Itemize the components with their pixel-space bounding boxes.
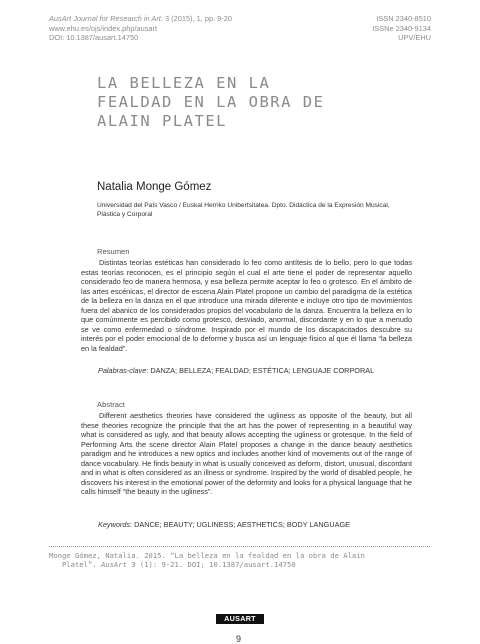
citation-line-1: Monge Gómez, Natalia. 2015. “La belleza en la fealdad en la obra de Alain (49, 551, 365, 560)
title-line: FEALDAD EN LA OBRA DE (97, 93, 325, 111)
keywords-list: : DANCE; BEAUTY; UGLINESS; AESTHETICS; BODY LANGUAGE (130, 520, 351, 529)
article-title (97, 74, 397, 131)
title-line: ALAIN PLATEL (97, 112, 227, 130)
citation-line-2a: Platel”. (49, 560, 101, 570)
abstract-text: Different aesthetics theories have considered the ugliness as opposite of the beauty, but all these theories recognize the principle that the art has the power of representing in a beautiful way what is considered as ugly, and that beauty allows accepting the ugliness or grotesque. In the field of Performing Arts the scene director Alain Platel proposes a change in the dance beauty aesthetics paradigm and he introduces a new optics and includes another kind of movements out of the range of dance vocabulary. He finds beauty in what is usually conceived as deform, distort, unusual, discordant and in what is often considered as an illness or syndrome. Inspired by the world of disabled people, he discovers his interest in the emotional power of the deformity and looks for a physical language that he calls himself “the beauty in the ugliness”. (81, 411, 412, 497)
title-line: LA BELLEZA EN LA (97, 74, 271, 92)
journal-issue: . 3 (2015), 1, pp. 9-20 (160, 14, 232, 23)
citation-line-2b: 3 (1): 9-21. DOI; 10.1387/ausart.14750 (126, 560, 296, 570)
citation-journal: AusArt (100, 560, 127, 570)
header-left (49, 14, 232, 43)
keywords-label: Keywords (98, 520, 131, 529)
keywords-list: : DANZA; BELLEZA; FEALDAD; ESTÉTICA; LENGUAJE CORPORAL (146, 366, 375, 375)
citation-divider (49, 546, 430, 547)
resumen-keywords (98, 366, 418, 375)
ausart-logo: AUSART (216, 614, 264, 624)
abstract-keywords (98, 520, 418, 529)
keywords-label: Palabras-clave (98, 366, 147, 375)
journal-doi: DOI: 10.1387/ausart.14750 (49, 33, 139, 43)
issn: ISSN 2340-8510 (376, 14, 431, 23)
citation (49, 551, 439, 570)
resumen-heading: Resumen (97, 247, 130, 256)
publisher: UPV/EHU (398, 33, 431, 43)
page-number: 9 (236, 634, 242, 644)
abstract-heading: Abstract (97, 400, 125, 409)
issne: ISSNe 2340-9134 (372, 23, 431, 33)
journal-url[interactable]: www.ehu.es/ojs/index.php/ausart (49, 23, 158, 33)
header-right (372, 14, 431, 43)
journal-reference (49, 14, 232, 24)
journal-name: AusArt Journal for Research in Art (49, 14, 161, 23)
author-affiliation: Universidad del País Vasco / Euskal Herriko Unibertsitatea. Dpto. Didáctica de la Expresión Musical, Plástica y Corporal (97, 202, 390, 218)
author-name: Natalia Monge Gómez (97, 181, 212, 193)
resumen-text: Distintas teorías estéticas han considerado lo feo como antítesis de lo bello, pero lo que todas estas teorías reconocen, es el principio según el cual el arte tiene el poder de representar aquello considerado feo de manera hermosa, y esa belleza permite aceptar lo feo o grotesco. En el ámbito de las artes escénicas, el director de escena Alain Platel propone un cambio del paradigma de la estética de la belleza en la danza en el que introduce una mirada diferente e incluye otro tipo de movimientos fuera del abanico de los considerados propios del vocabulario de la danza. Encuentra la belleza en lo que comúnmente es percibido como grotesco, desviado, anormal, discordante y en lo que a menudo se ve como enfermedad o síndrome. Inspirado por el mundo de los discapacitados descubre su interés por el poder emocional de lo deforme y busca así un lenguaje físico al que él llama “la belleza en la fealdad”. (81, 258, 412, 353)
